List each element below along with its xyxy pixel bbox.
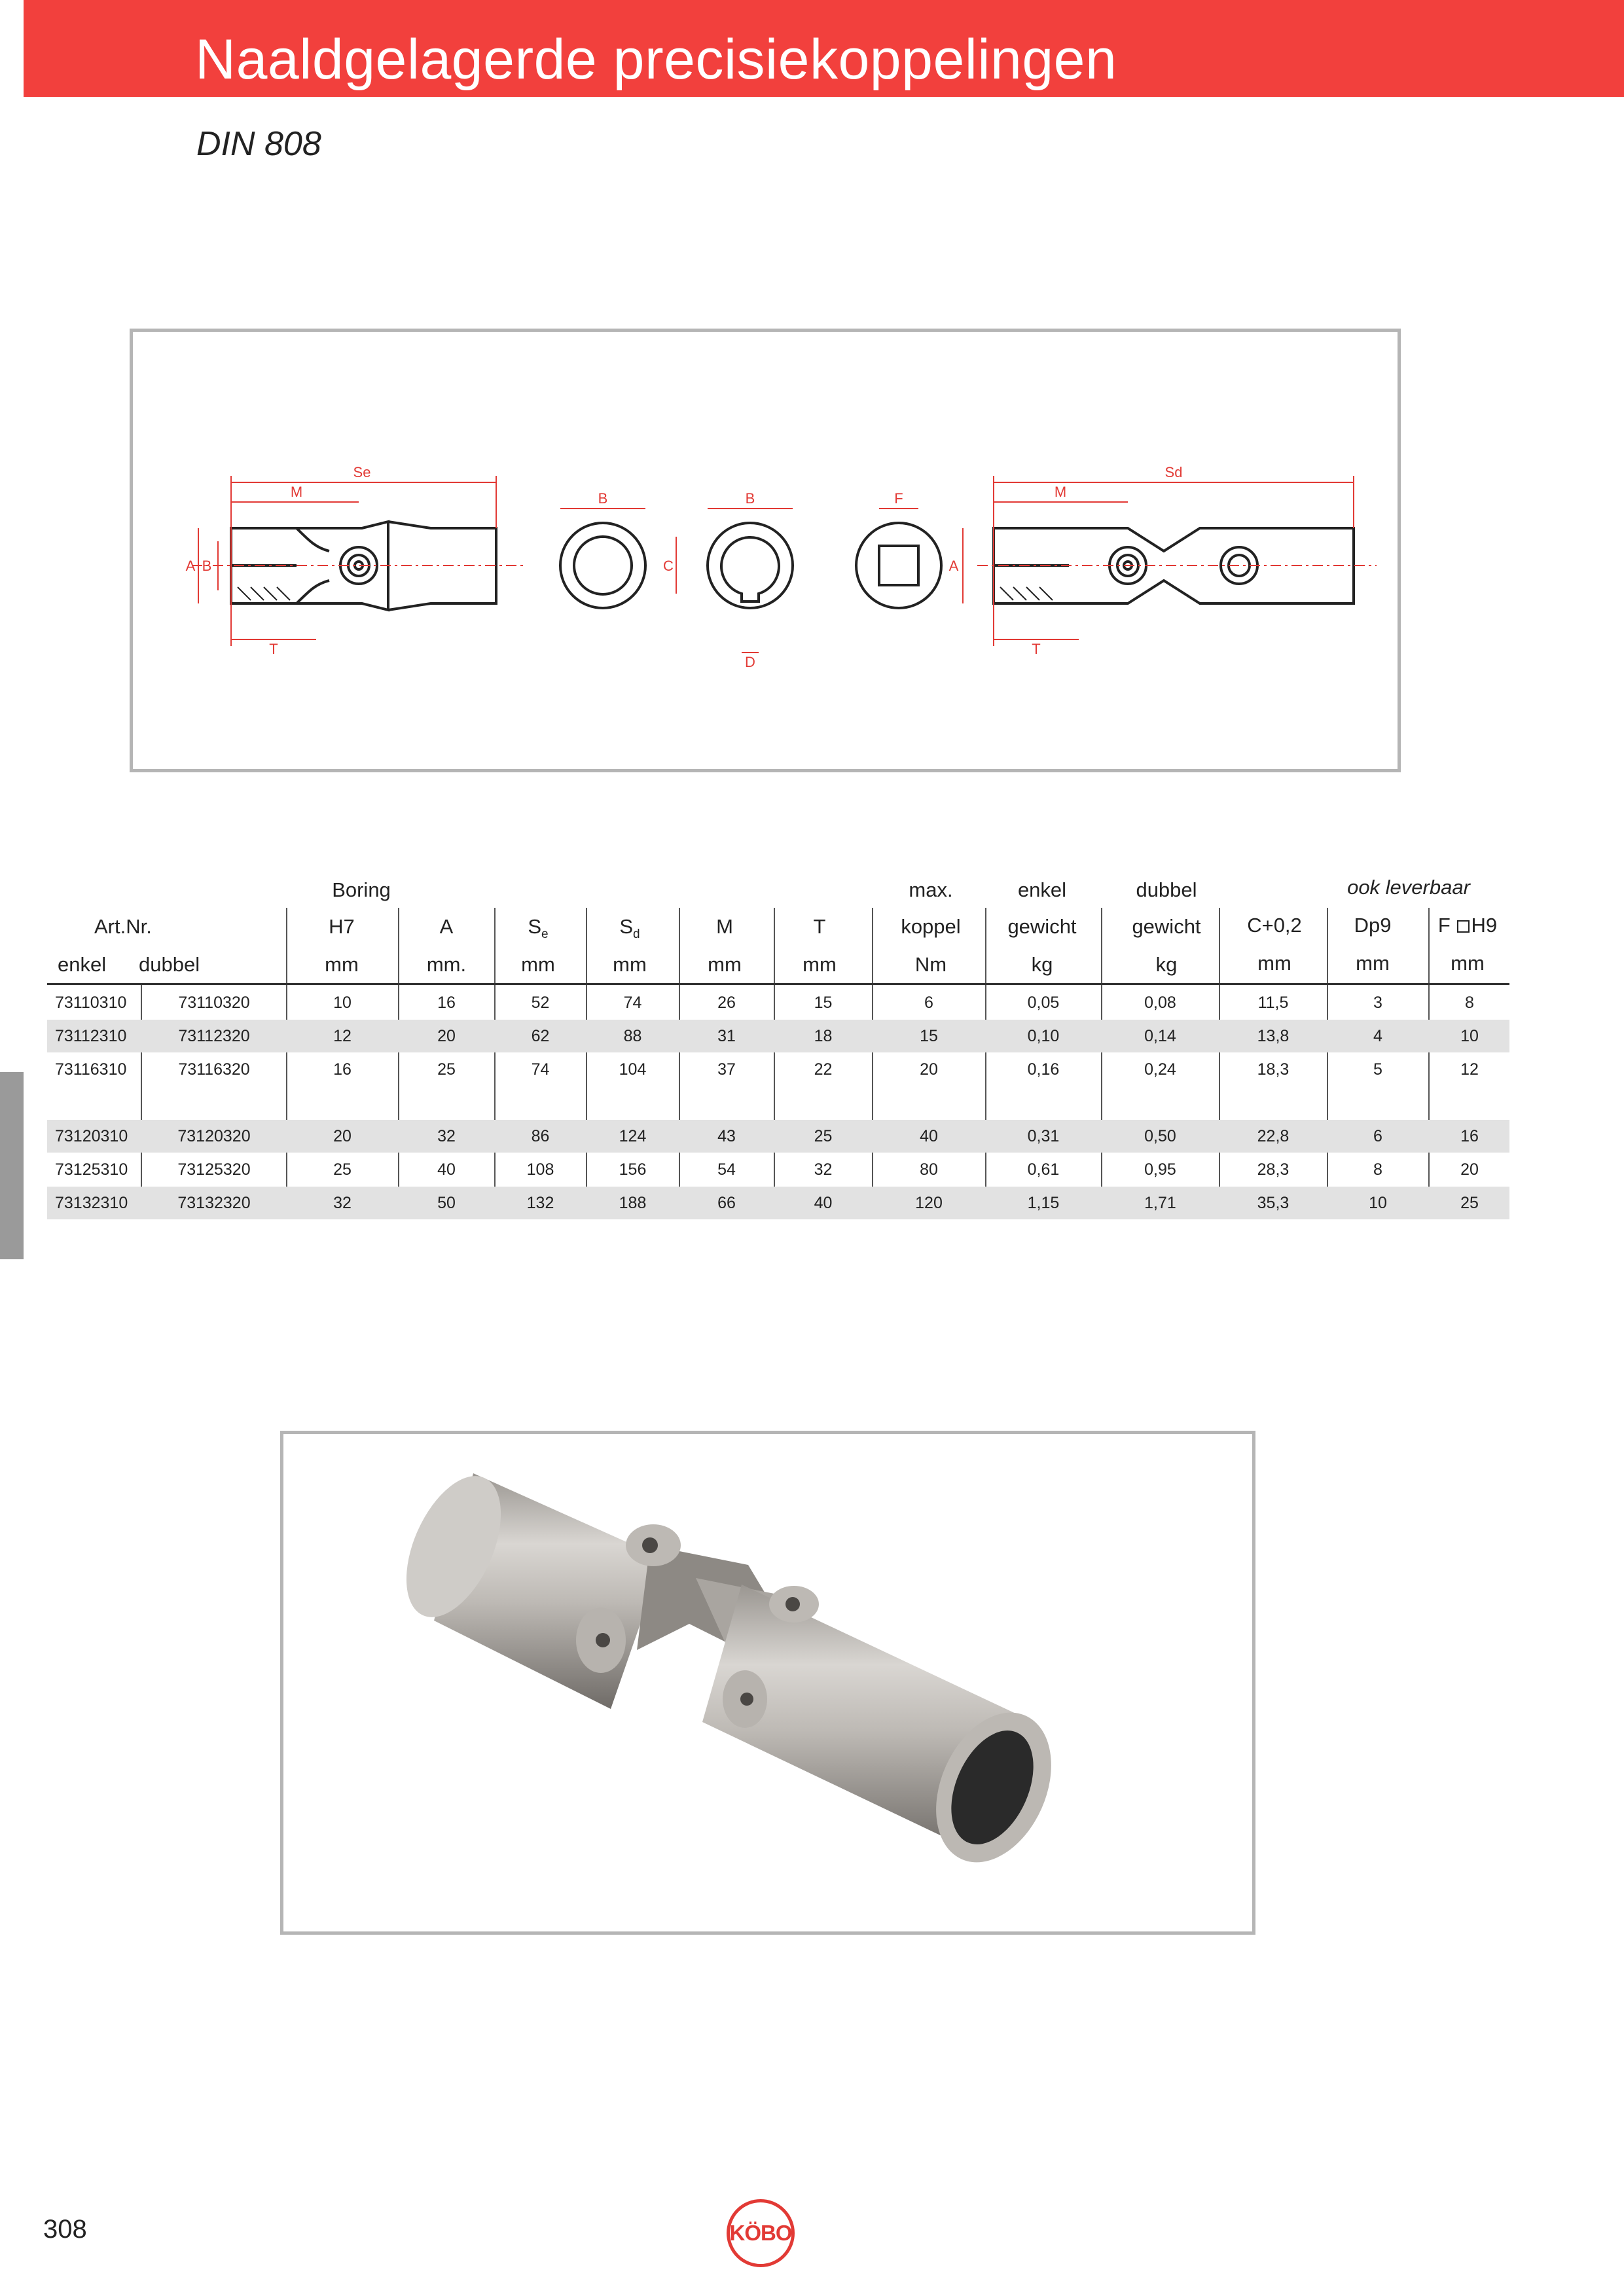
cell-m: 66 (717, 1194, 736, 1212)
cell-m: 26 (717, 994, 736, 1012)
dim-label-sd: Sd (1164, 464, 1183, 480)
header-a: A (439, 915, 454, 938)
cell-koppel: 80 (920, 1160, 938, 1179)
side-tab-marker (0, 1072, 24, 1259)
cell-sd: 156 (619, 1160, 647, 1179)
kobo-logo (727, 2199, 795, 2267)
cell-enkel-kg: 1,15 (1027, 1194, 1060, 1212)
cell-koppel: 6 (924, 994, 933, 1012)
dim-label-keyway-b: B (745, 490, 755, 507)
table-row (47, 1153, 1509, 1186)
header-f-unit: mm (1451, 952, 1485, 975)
cell-dubbel-kg: 0,08 (1144, 994, 1176, 1012)
header-enkel-gewicht-unit: kg (1031, 953, 1053, 976)
cell-enkel-kg: 0,05 (1027, 994, 1060, 1012)
cell-dubbel-kg: 0,95 (1144, 1160, 1176, 1179)
cell-f: 10 (1460, 1027, 1479, 1045)
cell-enkel: 73125310 (55, 1160, 128, 1179)
cell-koppel: 20 (920, 1060, 938, 1079)
cell-m: 43 (717, 1127, 736, 1145)
cell-c: 35,3 (1257, 1194, 1290, 1212)
cell-dubbel-kg: 0,24 (1144, 1060, 1176, 1079)
cell-se: 74 (531, 1060, 550, 1079)
cell-f: 12 (1460, 1060, 1479, 1079)
cell-a: 16 (437, 994, 456, 1012)
cell-t: 25 (814, 1127, 833, 1145)
header-f: F H9 (1437, 914, 1498, 937)
cell-h7: 32 (333, 1194, 352, 1212)
header-sd: $S_d$ (619, 915, 640, 942)
cell-a: 20 (437, 1027, 456, 1045)
cell-a: 32 (437, 1127, 456, 1145)
cell-a: 40 (437, 1160, 456, 1179)
header-rule (47, 983, 1509, 985)
header-koppel-unit: Nm (914, 953, 947, 976)
cell-enkel: 73112310 (55, 1027, 127, 1045)
header-t-unit: mm (803, 953, 837, 976)
technical-drawing-frame (130, 329, 1401, 772)
header-koppel-top: max. (909, 878, 953, 901)
cell-sd: 188 (619, 1194, 647, 1212)
cell-c: 13,8 (1257, 1027, 1290, 1045)
product-image-frame (280, 1431, 1255, 1935)
cell-h7: 20 (333, 1127, 352, 1145)
header-enkel-gewicht: gewicht (1007, 915, 1077, 938)
table-row (47, 1053, 1509, 1086)
cell-h7: 25 (333, 1160, 352, 1179)
cell-m: 37 (717, 1060, 736, 1079)
header-enkel-gewicht-top: enkel (1017, 878, 1067, 901)
cell-t: 22 (814, 1060, 833, 1079)
header-h7-unit: mm (325, 953, 359, 976)
dim-label-a: A (185, 558, 196, 574)
page-subtitle: DIN 808 (196, 125, 321, 163)
cell-se: 132 (526, 1194, 554, 1212)
header-koppel: koppel (901, 915, 961, 938)
cell-f: 25 (1460, 1194, 1479, 1212)
cell-dp9: 3 (1373, 994, 1382, 1012)
dim-label-double-m: M (1054, 484, 1067, 500)
dim-label-b: B (202, 558, 212, 574)
dim-label-double-a: A (948, 558, 959, 574)
page-number: 308 (43, 2215, 87, 2244)
header-t: T (813, 915, 826, 938)
cell-enkel: 73116310 (55, 1060, 127, 1079)
cell-sd: 74 (623, 994, 642, 1012)
cell-se: 52 (531, 994, 550, 1012)
cell-f: 16 (1460, 1127, 1479, 1145)
cell-se: 62 (531, 1027, 550, 1045)
cell-m: 31 (717, 1027, 736, 1045)
cell-dp9: 8 (1373, 1160, 1382, 1179)
cell-c: 22,8 (1257, 1127, 1290, 1145)
dim-label-f: F (894, 490, 903, 507)
cell-t: 18 (814, 1027, 833, 1045)
header-se: $S_e$ (528, 915, 549, 942)
table-row (47, 986, 1509, 1019)
table-row (47, 1020, 1509, 1052)
header-dubbel-gewicht: gewicht (1132, 915, 1201, 938)
dim-label-c: C (663, 558, 674, 574)
cell-dubbel-kg: 0,50 (1144, 1127, 1176, 1145)
technical-drawing (133, 332, 1398, 769)
cell-dubbel: 73132320 (177, 1194, 251, 1212)
cell-se: 108 (526, 1160, 554, 1179)
cell-c: 18,3 (1257, 1060, 1290, 1079)
cell-h7: 12 (333, 1027, 352, 1045)
cell-se: 86 (531, 1127, 550, 1145)
cell-t: 15 (814, 994, 833, 1012)
dim-label-ring-b: B (598, 490, 608, 507)
header-a-unit: mm. (426, 953, 467, 976)
cell-enkel-kg: 0,10 (1027, 1027, 1060, 1045)
cell-m: 54 (717, 1160, 736, 1179)
header-m-unit: mm (708, 953, 742, 976)
header-h7: H7 (329, 915, 355, 938)
header-dp9: Dp9 (1354, 914, 1392, 937)
cell-dp9: 5 (1373, 1060, 1382, 1079)
cell-dubbel: 73125320 (177, 1160, 251, 1179)
header-dubbel-gewicht-top: dubbel (1136, 878, 1197, 901)
cell-dubbel: 73110320 (178, 994, 250, 1012)
dim-label-d: D (745, 654, 755, 670)
header-c-unit: mm (1257, 952, 1291, 975)
table-row (47, 1120, 1509, 1153)
cell-enkel: 73132310 (55, 1194, 128, 1212)
page-title: Naaldgelagerde precisiekoppelingen (195, 28, 1117, 91)
table-row (47, 1187, 1509, 1219)
cell-h7: 10 (333, 994, 352, 1012)
cell-dubbel: 73112320 (178, 1027, 250, 1045)
cell-t: 40 (814, 1194, 833, 1212)
universal-joint-illustration (283, 1434, 1252, 1931)
cell-enkel-kg: 0,31 (1027, 1127, 1060, 1145)
cell-dubbel-kg: 0,14 (1144, 1027, 1176, 1045)
header-ook-leverbaar: ook leverbaar (1347, 876, 1470, 899)
cell-a: 25 (437, 1060, 456, 1079)
cell-enkel: 73110310 (55, 994, 127, 1012)
dim-label-se: Se (353, 464, 371, 480)
dim-label-double-t: T (1032, 641, 1041, 657)
cell-enkel: 73120310 (55, 1127, 128, 1145)
cell-dp9: 6 (1373, 1127, 1382, 1145)
cell-h7: 16 (333, 1060, 352, 1079)
header-dubbel: dubbel (139, 953, 200, 976)
header-enkel: enkel (58, 953, 107, 976)
cell-sd: 124 (619, 1127, 647, 1145)
cell-enkel-kg: 0,61 (1027, 1160, 1060, 1179)
square-symbol-icon (1457, 920, 1470, 933)
cell-sd: 88 (623, 1027, 642, 1045)
cell-c: 11,5 (1257, 994, 1289, 1012)
cell-dubbel: 73116320 (178, 1060, 250, 1079)
header-boring: Boring (332, 878, 391, 901)
header-sd-unit: mm (613, 953, 647, 976)
cell-dubbel-kg: 1,71 (1144, 1194, 1176, 1212)
cell-enkel-kg: 0,16 (1027, 1060, 1060, 1079)
cell-t: 32 (814, 1160, 833, 1179)
cell-koppel: 40 (920, 1127, 938, 1145)
logo-text: KÖBO (729, 2221, 792, 2245)
cell-f: 20 (1460, 1160, 1479, 1179)
header-c: C+0,2 (1247, 914, 1302, 937)
cell-dp9: 4 (1373, 1027, 1382, 1045)
cell-dubbel: 73120320 (177, 1127, 251, 1145)
header-dubbel-gewicht-unit: kg (1155, 953, 1178, 976)
specification-table (47, 865, 1509, 1219)
header-m: M (716, 915, 733, 938)
cell-f: 8 (1465, 994, 1474, 1012)
header-dp9-unit: mm (1356, 952, 1390, 975)
header-art-nr: Art.Nr. (94, 915, 152, 938)
cell-sd: 104 (619, 1060, 647, 1079)
header-se-unit: mm (521, 953, 555, 976)
cell-dp9: 10 (1369, 1194, 1387, 1212)
cell-koppel: 120 (915, 1194, 943, 1212)
cell-a: 50 (437, 1194, 456, 1212)
dim-label-t: T (269, 641, 278, 657)
dim-label-m: M (290, 484, 303, 500)
cell-koppel: 15 (920, 1027, 938, 1045)
cell-c: 28,3 (1257, 1160, 1290, 1179)
